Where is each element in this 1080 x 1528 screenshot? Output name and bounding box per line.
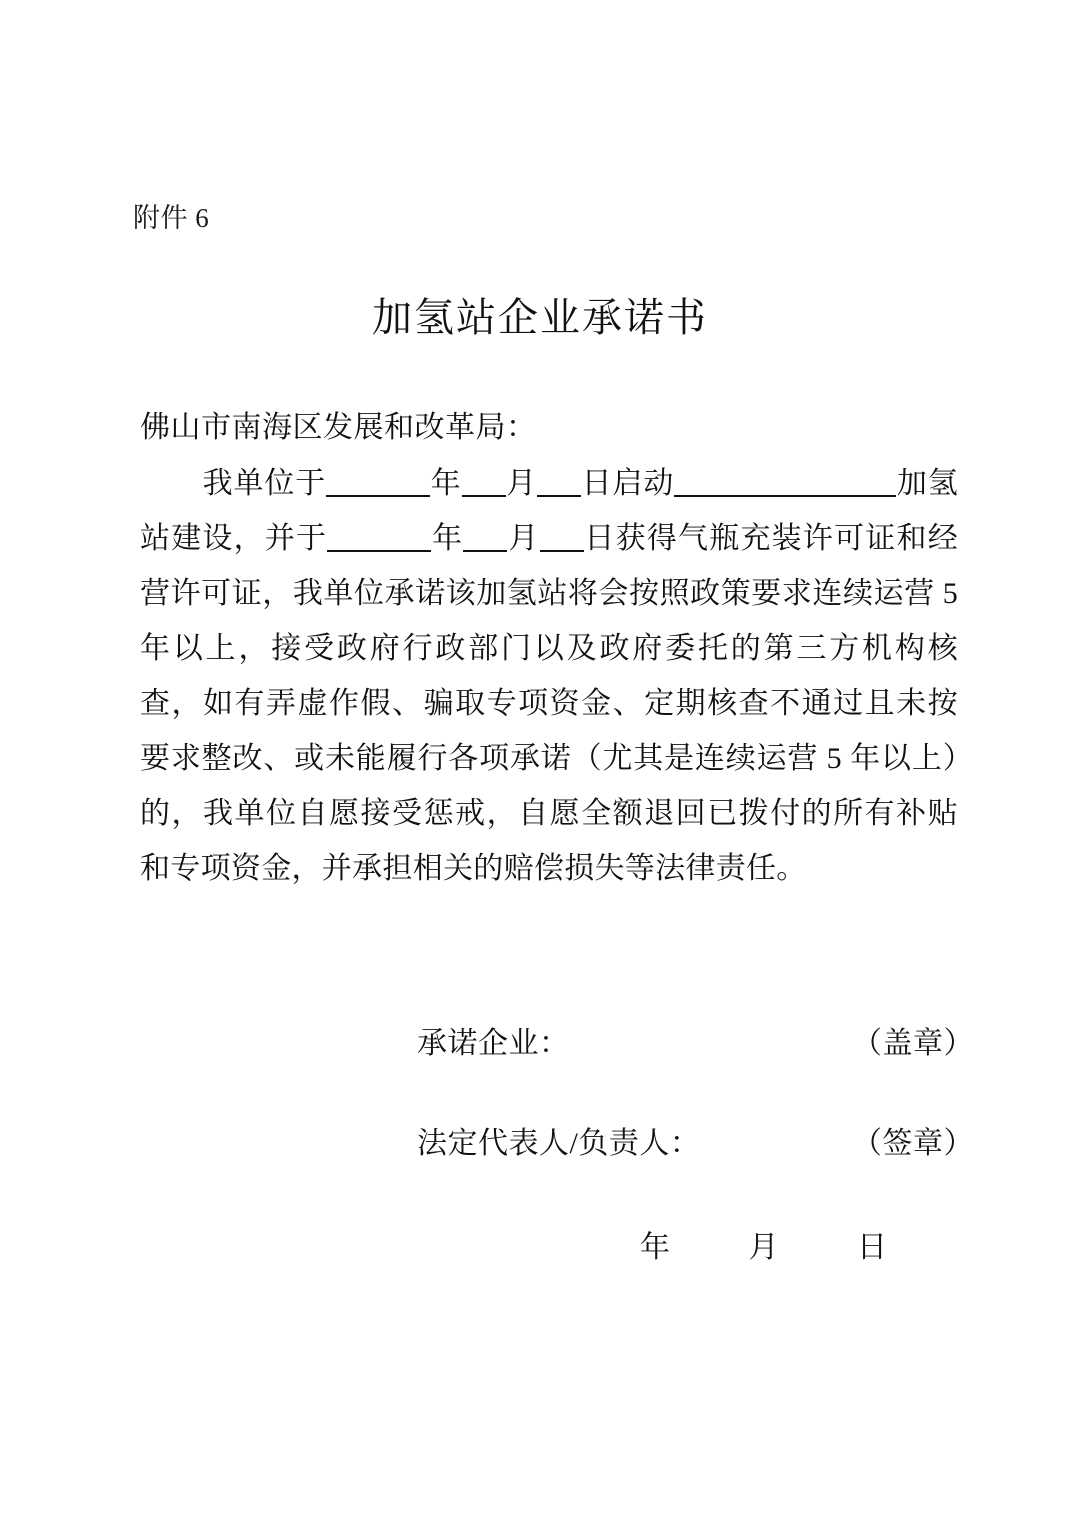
blank-station-name[interactable] (674, 495, 896, 497)
body-segment-build: 建设，并于 (171, 522, 328, 555)
label-year-2: 年 (431, 522, 464, 555)
label-month-2: 月 (507, 522, 540, 555)
company-seal-note: （盖章） (852, 1027, 974, 1060)
blank-year-2[interactable] (327, 550, 431, 552)
body-paragraph (140, 456, 958, 896)
label-year-1: 年 (430, 467, 462, 500)
blank-month-2[interactable] (463, 550, 507, 552)
date-month-label: 月 (748, 1231, 779, 1264)
date-year-label: 年 (640, 1231, 671, 1264)
company-label: 承诺企业： (417, 1027, 570, 1060)
label-station-suffix: 加氢站 (140, 467, 959, 555)
page-title: 加氢站企业承诺书 (372, 295, 708, 340)
body-segment-main: 证，我单位承诺该加氢站将会按照政策要求连续运营 5 年以上，接受政府行政部门以及政府委托的第三方机构核查，如有弄虚作假、骗取专项资金、定期核查不通过且未按要求整改、或未能履行各项承诺（尤其是连续运营 5 年以上）的，我单位自愿接受惩戒，自愿全额退回已拨付的所有补贴和专项资金，并承担相关的赔偿损失等法律责任。 (140, 577, 959, 885)
addressee-line: 佛山市南海区发展和改革局： (140, 411, 537, 444)
representative-seal-note: （签章） (852, 1127, 974, 1160)
label-day-start: 日启动 (581, 467, 675, 500)
body-segment-start: 我单位于 (202, 467, 327, 500)
attachment-label: 附件 6 (133, 203, 210, 233)
body-segment-license: 日获得气瓶充装许可证和经营许可 (140, 522, 958, 610)
representative-label: 法定代表人/负责人： (417, 1127, 701, 1160)
blank-year-1[interactable] (326, 495, 430, 497)
date-line (640, 1222, 888, 1266)
date-day-label: 日 (857, 1231, 888, 1264)
blank-day-2[interactable] (540, 550, 584, 552)
blank-day-1[interactable] (537, 495, 581, 497)
label-month-1: 月 (505, 467, 538, 500)
blank-month-1[interactable] (462, 495, 506, 497)
